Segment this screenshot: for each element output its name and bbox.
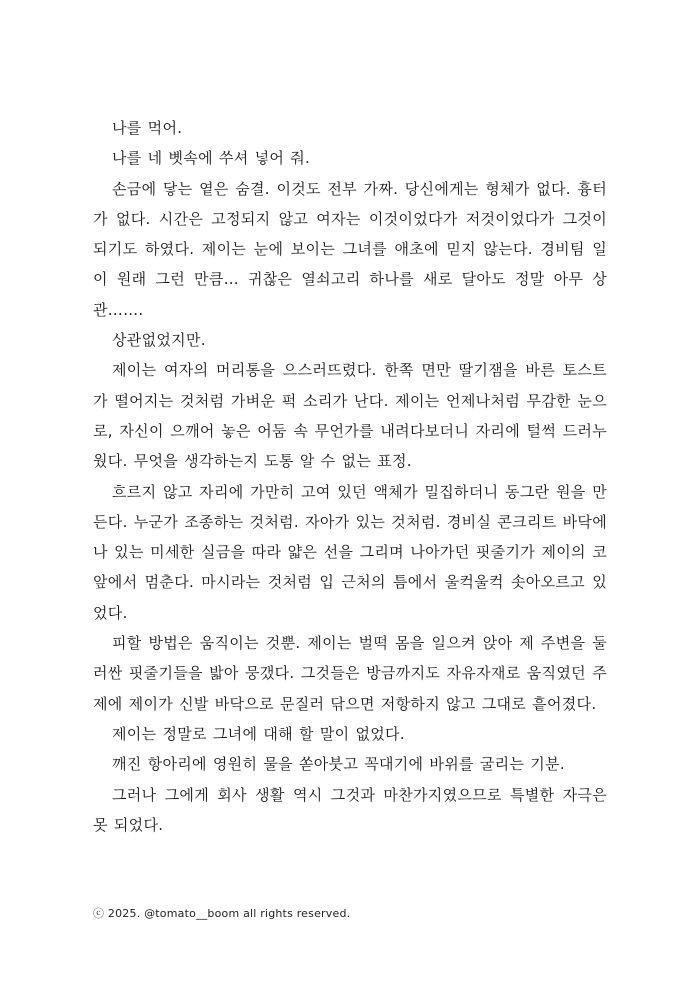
- document-body: [93, 113, 607, 840]
- paragraph: 피할 방법은 움직이는 것뿐. 제이는 벌떡 몸을 일으켜 앉아 제 주변을 둘러싼 핏줄기들을 밟아 뭉갰다. 그것들은 방금까지도 자유자재로 움직였던 주제에 제이가 신발 바닥으로 문질러 닦으면 저항하지 않고 그대로 흩어졌다.: [93, 634, 607, 713]
- copyright-footer: ⓒ 2025. @tomato__boom all rights reserved.: [93, 907, 351, 920]
- paragraph: 나를 먹어.: [112, 119, 183, 137]
- paragraph: 제이는 정말로 그녀에 대해 할 말이 없었다.: [112, 724, 405, 743]
- paragraph: 제이는 여자의 머리통을 으스러뜨렸다. 한쪽 면만 딸기잼을 바른 토스트가 떨어지는 것처럼 가벼운 퍽 소리가 난다. 제이는 언제나처럼 무감한 눈으로, 자신이 으깨어 놓은 어둠 속 무언가를 내려다보더니 자리에 털썩 드러누웠다. 무엇을 생각하는지 도통 알 수 없는 표정.: [93, 361, 607, 471]
- paragraph: 깨진 항아리에 영원히 물을 쏟아붓고 꼭대기에 바위를 굴리는 기분.: [112, 755, 565, 774]
- paragraph: 상관없었지만.: [112, 331, 206, 350]
- paragraph: 손금에 닿는 옅은 숨결. 이것도 전부 가짜. 당신에게는 형체가 없다. 흉터가 없다. 시간은 고정되지 않고 여자는 이것이었다가 저것이었다가 그것이 되기도 하였다. 제이는 눈에 보이는 그녀를 애초에 믿지 않는다. 경비팀 일이 원래 그런 만큼… 귀찮은 열쇠고리 하나를 새로 달아도 정말 아무 상관…….: [93, 179, 607, 319]
- paragraph: 흐르지 않고 자리에 가만히 고여 있던 액체가 밀집하더니 동그란 원을 만든다. 누군가 조종하는 것처럼. 자아가 있는 것처럼. 경비실 콘크리트 바닥에 나 있는 미세한 실금을 따라 얇은 선을 그리며 나아가던 핏줄기가 제이의 코앞에서 멈춘다. 마시라는 것처럼 입 근처의 틈에서 울컥울컥 솟아오르고 있었다.: [93, 482, 607, 622]
- paragraph: 나를 네 볫속에 쑤셔 넣어 줘.: [112, 149, 311, 168]
- paragraph: 그러나 그에게 회사 생활 역시 그것과 마찬가지였으므로 특별한 자극은 못 되었다.: [93, 785, 607, 834]
